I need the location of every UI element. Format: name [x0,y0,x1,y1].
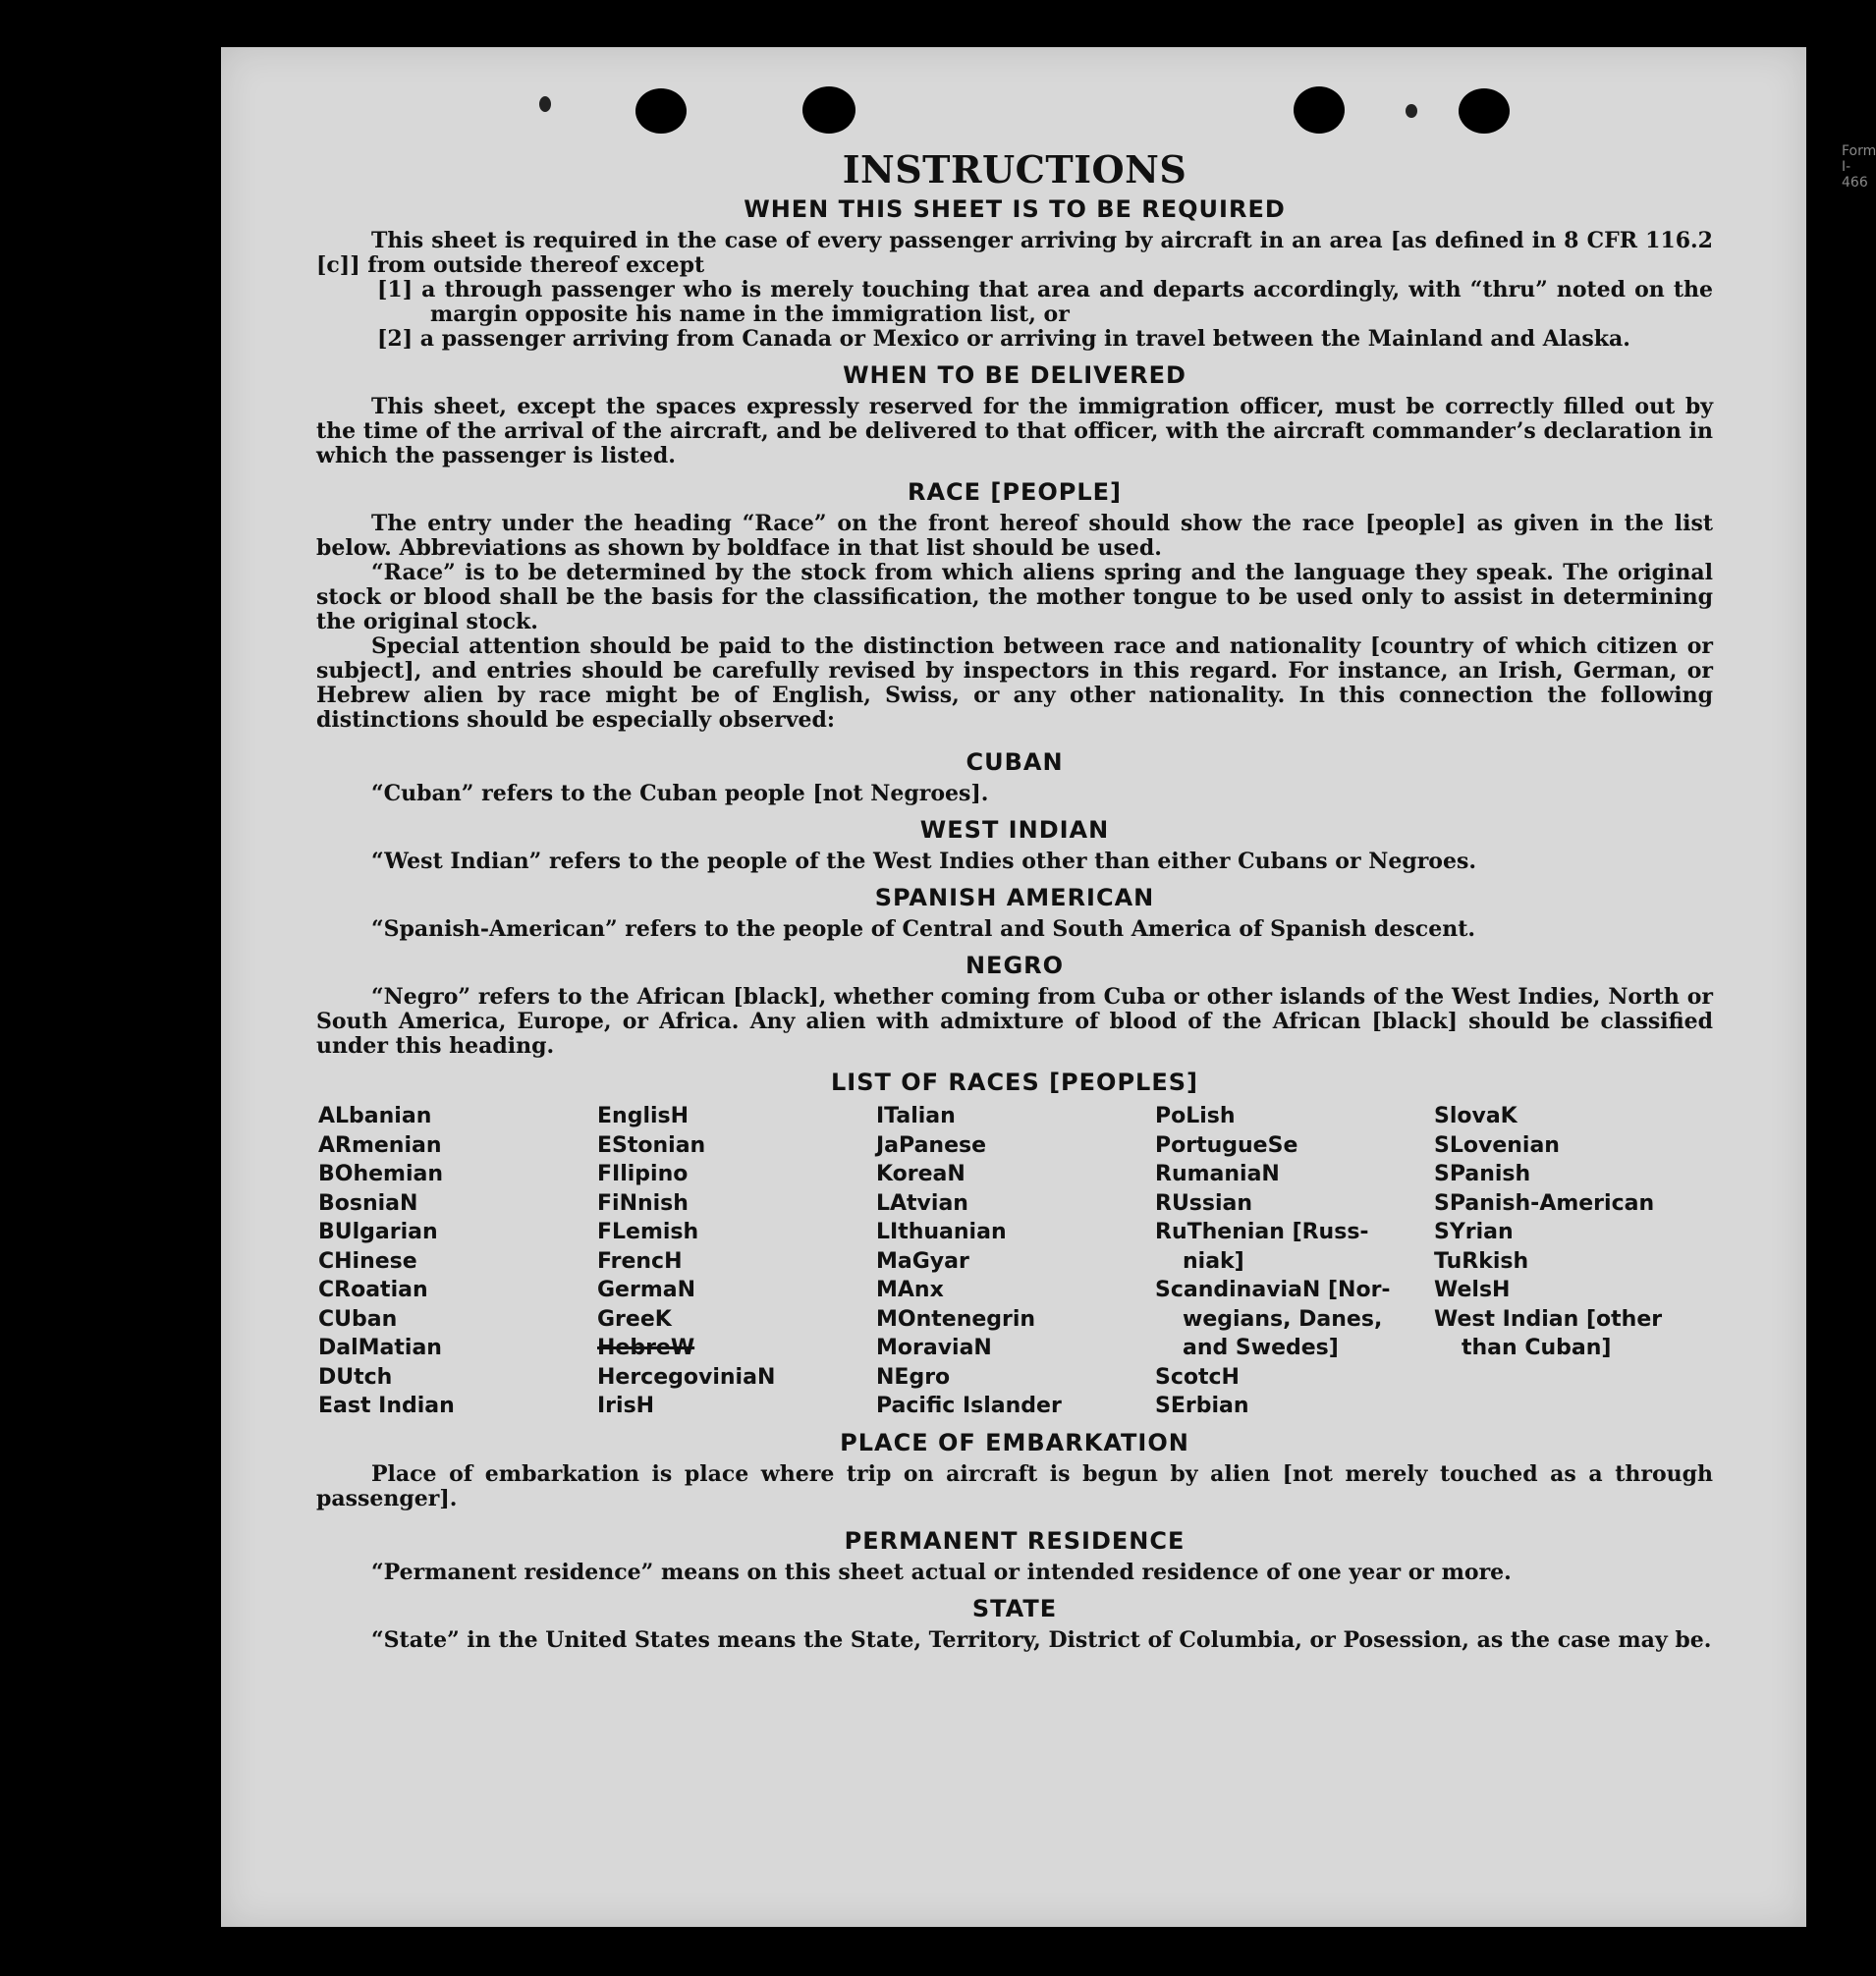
race-entry-continued: wegians, Danes, [1183,1306,1383,1332]
race-entry: TuRkish [1434,1248,1529,1274]
negro-text: “Negro” refers to the African [black], whether coming from Cuba or other islands of the West Indies, North or South America, Europe, or Africa. Any alien with admixture of blood of the African [black] should be classified under this heading. [316,984,1713,1059]
races-column-5 [1434,1102,1713,1421]
race-entry: West Indian [other [1434,1306,1663,1332]
punch-hole [1459,88,1510,134]
section-heading-race: RACE [PEOPLE] [907,478,1123,506]
race-entry-continued: niak] [1183,1248,1244,1274]
section-heading-west-indian: WEST INDIAN [919,816,1110,844]
race-entry: NEgro [876,1364,951,1390]
race-entry: KoreaN [876,1162,966,1186]
race-entry: GermaN [597,1278,696,1302]
when-required-intro: This sheet is required in the case of every passenger arriving by aircraft in an area [as defined in 8 CFR 116.2 [c]] from outside thereof except [316,228,1713,278]
race-entry-continued: than Cuban] [1462,1336,1612,1360]
race-entry: SlovaK [1434,1104,1517,1128]
race-entry: RumaniaN [1155,1162,1280,1186]
page-title: INSTRUCTIONS [842,147,1187,192]
race-entry: MAnx [876,1278,944,1302]
race-entry: GreeK [597,1306,672,1332]
race-entry: DUtch [318,1364,393,1390]
race-entry: ALbanian [318,1104,432,1128]
race-entry: JaPanese [876,1132,987,1158]
ink-speck [539,96,551,112]
race-entry: EnglisH [597,1104,690,1128]
section-heading-cuban: CUBAN [966,748,1064,776]
race-entry: CUban [318,1306,398,1332]
race-entry: MoraviaN [876,1336,992,1360]
races-column-2 [597,1102,876,1421]
west-indian-text: “West Indian” refers to the people of the West Indies other than either Cubans or Negroes. [371,849,1477,874]
race-entry: Pacific Islander [876,1394,1062,1418]
race-paragraph-3: Special attention should be paid to the distinction between race and nationality [country of which citizen or subject], and entries should be carefully revised by inspectors in this regard. For instance, an Irish, German, or Hebrew alien by race might be of English, Swiss, or any other nationality. In this connection the following distinctions should be especially observed: [316,633,1713,733]
race-paragraph-2: “Race” is to be determined by the stock from which aliens spring and the language they speak. The original stock or blood shall be the basis for the classification, the mother tongue to be used only to assist in determining the original stock. [316,560,1713,634]
race-entry: East Indian [318,1394,455,1418]
punch-hole [802,86,855,134]
race-entry: RUssian [1155,1190,1253,1216]
races-column-3 [876,1102,1155,1421]
race-entry: CHinese [318,1248,417,1274]
section-heading-embarkation: PLACE OF EMBARKATION [840,1428,1189,1456]
races-list [318,1102,1713,1421]
punch-hole [635,88,687,134]
section-heading-list-of-races: LIST OF RACES [PEOPLES] [831,1069,1198,1096]
instructions-content [316,147,1713,1653]
race-entry: FiNnish [597,1190,689,1216]
race-entry: HercegoviniaN [597,1364,776,1390]
race-entry: ScandinaviaN [Nor- [1155,1278,1391,1302]
race-entry: ARmenian [318,1132,442,1158]
races-column-4 [1155,1102,1434,1421]
race-entry: BosniaN [318,1190,418,1216]
exception-1: [1] a through passenger who is merely touching that area and departs accordingly, with “thru” noted on the margin opposite his name in the immigration list, or [377,277,1713,327]
race-entry-continued: and Swedes] [1183,1336,1339,1360]
race-entry: DalMatian [318,1336,442,1360]
section-heading-permanent-residence: PERMANENT RESIDENCE [844,1526,1186,1555]
ink-speck [1406,104,1417,118]
race-entry: LAtvian [876,1190,968,1216]
race-entry-struck: HebreW [597,1336,695,1360]
when-delivered-text: This sheet, except the spaces expressly reserved for the immigration officer, must be correctly filled out by the time of the arrival of the aircraft, and be delivered to that officer, with the aircraft commander’s declaration in which the passenger is listed. [316,394,1713,468]
race-entry: PoLish [1155,1104,1236,1128]
race-entry: IrisH [597,1394,655,1418]
race-entry: RuThenian [Russ- [1155,1220,1369,1244]
race-entry: WelsH [1434,1278,1511,1302]
race-entry: FIlipino [597,1162,689,1186]
race-entry: SYrian [1434,1220,1514,1244]
embarkation-text: Place of embarkation is place where trip on aircraft is begun by alien [not merely touched as a through passenger]. [316,1460,1713,1511]
races-column-1 [318,1102,597,1421]
race-entry: SErbian [1155,1394,1249,1418]
race-entry: LIthuanian [876,1220,1007,1244]
race-entry: SPanish-American [1434,1190,1655,1216]
race-entry: ITalian [876,1104,956,1128]
race-entry: BUlgarian [318,1220,438,1244]
punch-hole [1294,86,1345,134]
section-heading-when-required: WHEN THIS SHEET IS TO BE REQUIRED [744,195,1286,223]
form-code: Form I-466 [1842,143,1876,191]
spanish-american-text: “Spanish-American” refers to the people of Central and South America of Spanish descent. [371,916,1476,942]
race-entry: BOhemian [318,1162,444,1186]
cuban-text: “Cuban” refers to the Cuban people [not Negroes]. [371,781,989,806]
section-heading-state: STATE [971,1594,1058,1622]
race-entry: FrencH [597,1248,683,1274]
permanent-residence-text: “Permanent residence” means on this sheet actual or intended residence of one year or more. [371,1559,1512,1585]
exception-2: [2] a passenger arriving from Canada or Mexico or arriving in travel between the Mainland and Alaska. [377,326,1630,352]
race-entry: SPanish [1434,1162,1531,1186]
race-entry: MOntenegrin [876,1306,1036,1332]
race-entry: ScotcH [1155,1364,1240,1390]
race-entry: PortugueSe [1155,1132,1298,1158]
section-heading-negro: NEGRO [965,952,1065,979]
race-entry: CRoatian [318,1278,428,1302]
race-entry: MaGyar [876,1248,969,1274]
race-entry: FLemish [597,1220,699,1244]
section-heading-spanish-american: SPANISH AMERICAN [874,884,1155,911]
section-heading-when-delivered: WHEN TO BE DELIVERED [843,361,1186,389]
state-text: “State” in the United States means the State, Territory, District of Columbia, or Posession, as the case may be. [371,1626,1712,1653]
race-entry: SLovenian [1434,1132,1560,1158]
race-entry: EStonian [597,1132,706,1158]
race-paragraph-1: The entry under the heading “Race” on the front hereof should show the race [people] as given in the list below. Abbreviations as shown by boldface in that list should be used. [316,511,1713,561]
